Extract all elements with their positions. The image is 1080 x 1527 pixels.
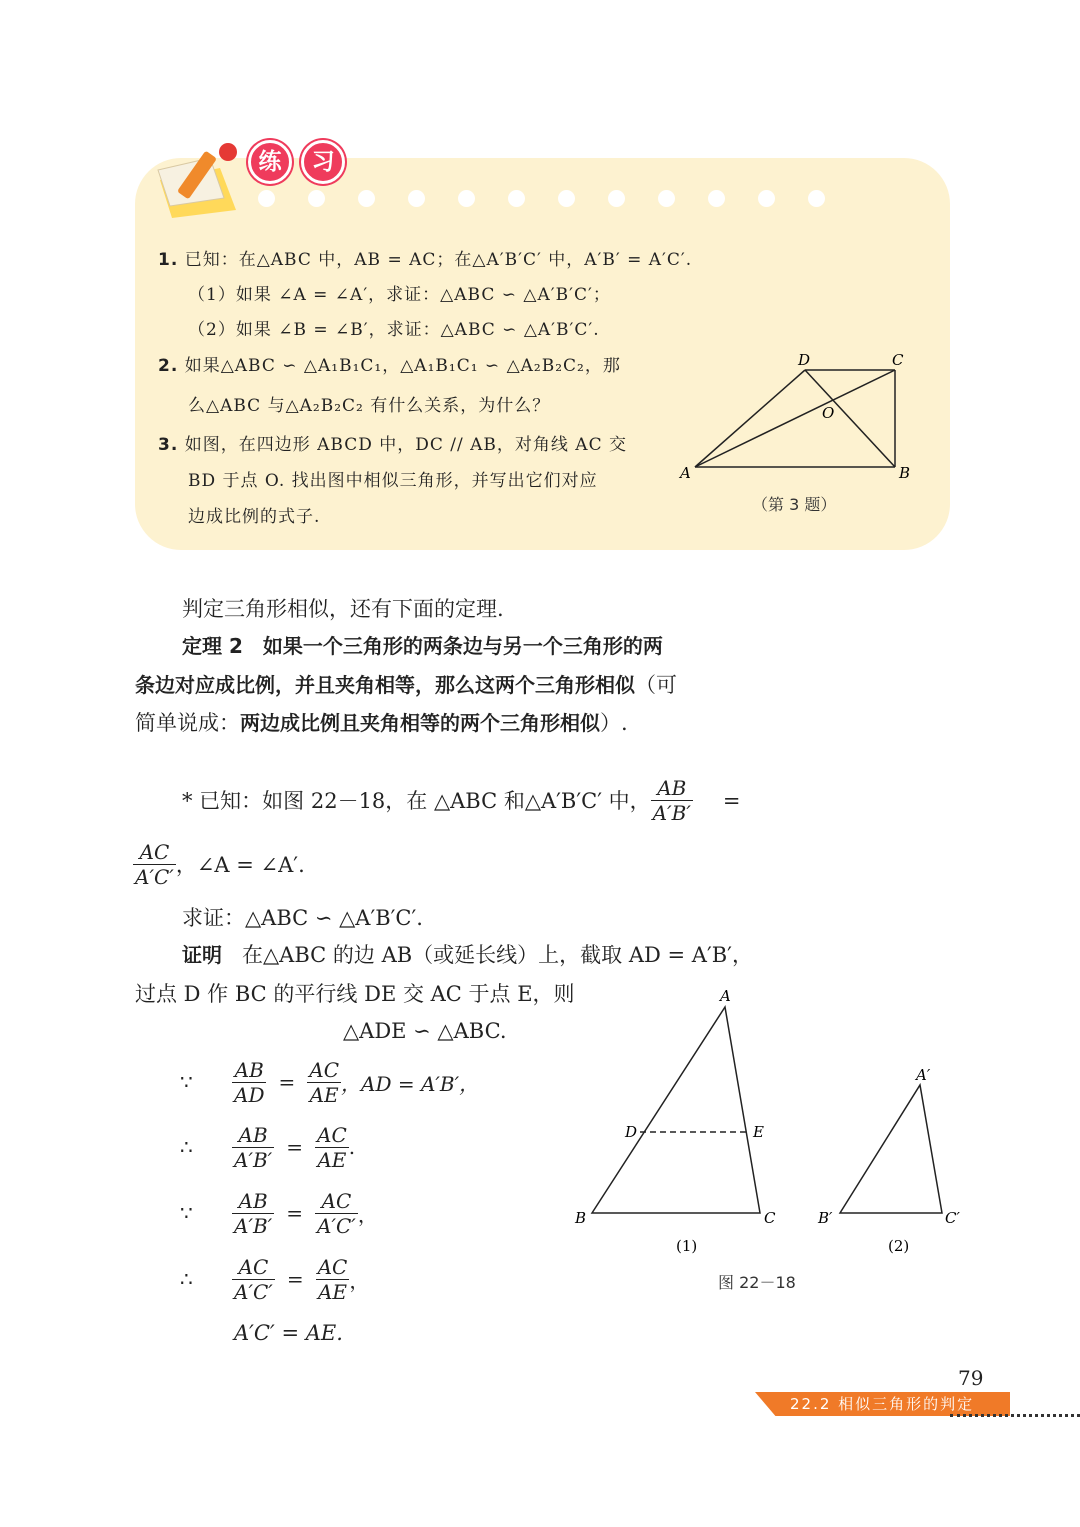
theorem-line-1: 定理 2 如果一个三角形的两条边与另一个三角形的两 (182, 634, 663, 658)
pencil-icon (150, 140, 250, 220)
dot-row (258, 190, 898, 208)
proof-step-3: ∵ $\frac{AB}{A'B'}$ = $\frac{AC}{A'C'}$ ， (180, 1188, 378, 1238)
fig1-sublabel: (1) (676, 1237, 698, 1255)
fig3-caption: （第 3 题） (752, 495, 837, 514)
problem-3-line-1: 3. 如图，在四边形 ABCD 中，DC // AB，对角线 AC 交 (158, 435, 627, 455)
fig2-sublabel: (2) (888, 1237, 910, 1255)
fig3-label-c: C (892, 351, 904, 369)
fig3-label-b: B (899, 464, 911, 482)
problem-2-line-2: 么△ABC 与△A₂B₂C₂ 有什么关系，为什么？ (188, 396, 551, 416)
fig1-label-c: C (764, 1209, 776, 1227)
fig3-label-d: D (798, 351, 811, 369)
intro-text: 判定三角形相似，还有下面的定理. (182, 597, 504, 621)
footer-dots (950, 1414, 1080, 1417)
problem-1-line-3: （2）如果 ∠B = ∠B′，求证：△ABC ∽ △A′B′C′. (188, 320, 600, 340)
fig3-label-a: A (680, 464, 691, 482)
proof-line-2: 过点 D 作 BC 的平行线 DE 交 AC 于点 E，则 (135, 982, 575, 1006)
proof-step-4: ∴ $\frac{AC}{A'C'}$ = $\frac{AC}{AE}$ ， (180, 1254, 370, 1304)
fig3-label-o: O (822, 404, 835, 422)
fig2-label-b: B′ (818, 1209, 833, 1227)
theorem-line-2: 条边对应成比例，并且夹角相等，那么这两个三角形相似（可 (135, 673, 677, 697)
problem-1-line-2: （1）如果 ∠A = ∠A′，求证：△ABC ∽ △A′B′C′； (188, 285, 611, 305)
figure-caption: 图 22－18 (718, 1273, 796, 1292)
figure-22-18 (570, 985, 970, 1265)
prove-line: 求证：△ABC ∽ △A′B′C′. (182, 906, 423, 930)
given-frac-1: $\frac{AB}{A'B'}$ (652, 776, 691, 825)
proof-line-1: 证明 在△ABC 的边 AB（或延长线）上，截取 AD = A′B′， (182, 943, 753, 967)
problem-3-line-2: BD 于点 O. 找出图中相似三角形，并写出它们对应 (188, 471, 598, 491)
problem-1-line-1: 1. 已知：在△ABC 中，AB = AC；在△A′B′C′ 中，A′B′ = A′C′. (158, 250, 693, 270)
section-title: 22.2 相似三角形的判定 (790, 1395, 975, 1413)
fig2-label-c: C′ (945, 1209, 960, 1227)
proof-step-1: ∵ $\frac{AB}{AD}$ = $\frac{AC}{AE}$ ，AD = A′B′， (180, 1057, 480, 1107)
given-line-2: $\frac{AC}{A'C'}$ ，∠A = ∠A′. (135, 840, 305, 889)
proof-step-2: ∴ $\frac{AB}{A'B'}$ = $\frac{AC}{AE}$ . (180, 1122, 356, 1172)
problem-2-line-1: 2. 如果△ABC ∽ △A₁B₁C₁，△A₁B₁C₁ ∽ △A₂B₂C₂，那 (158, 356, 621, 376)
problem-3-line-3: 边成比例的式子. (188, 507, 321, 527)
trapezoid-figure (670, 345, 930, 495)
fig1-label-d: D (625, 1123, 638, 1141)
proof-line-3: △ADE ∽ △ABC. (343, 1019, 507, 1043)
title-char-1: 练 (248, 140, 292, 184)
theorem-line-3: 简单说成：两边成比例且夹角相等的两个三角形相似）. (135, 711, 628, 735)
given-line: * 已知：如图 22－18，在 △ABC 和△A′B′C′ 中， $\frac{AB}{A'B'}$ = (182, 776, 741, 825)
fig1-label-b: B (575, 1209, 587, 1227)
given-frac-2: $\frac{AC}{A'C'}$ (135, 840, 174, 889)
title-char-2: 习 (301, 140, 345, 184)
fig1-label-a: A (720, 987, 731, 1005)
exercise-title (248, 140, 349, 184)
page-number: 79 (958, 1366, 984, 1390)
proof-final: A′C′ = AE. (234, 1321, 343, 1345)
fig2-label-a: A′ (916, 1066, 931, 1084)
fig1-label-e: E (753, 1123, 764, 1141)
